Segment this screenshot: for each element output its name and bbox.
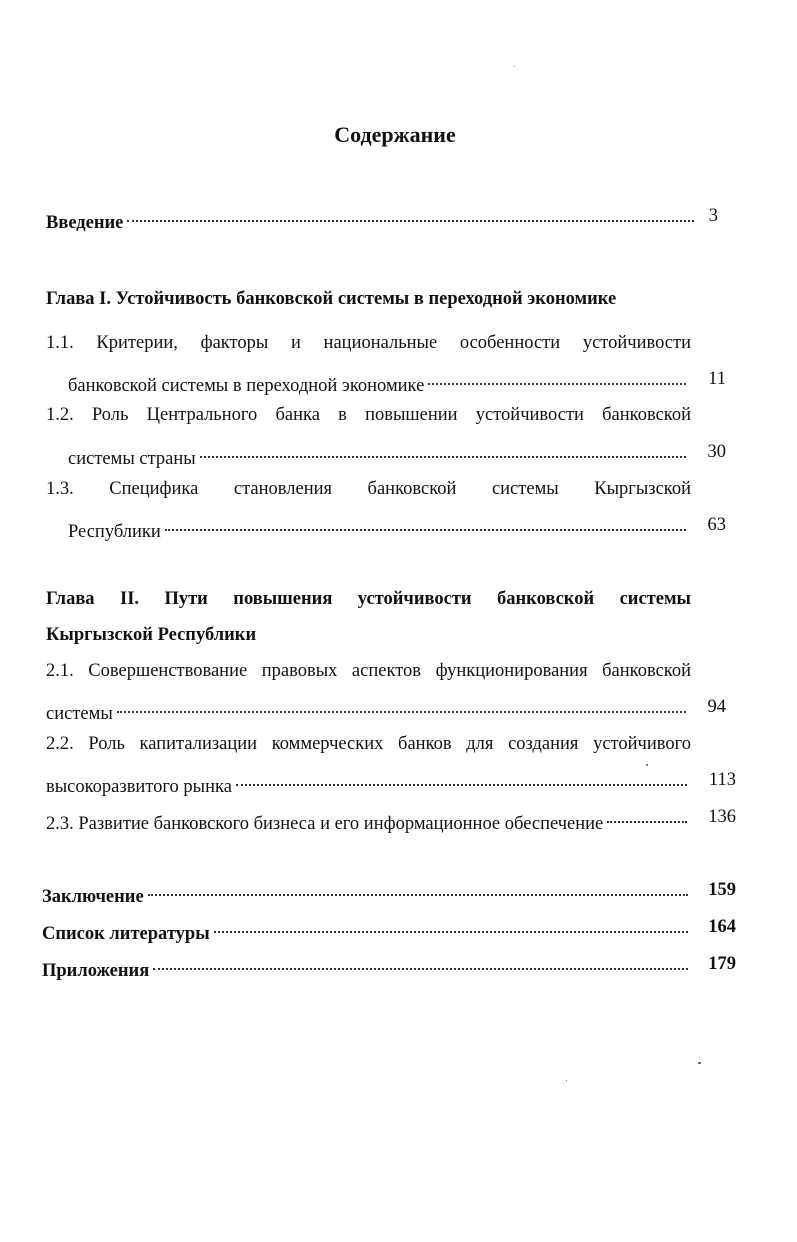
toc-page-number: 136 [708, 807, 736, 827]
toc-entry-label: системы страны [68, 449, 196, 469]
toc-entry-label: Введение [46, 213, 124, 233]
dot-leader [607, 805, 687, 829]
toc-page-number: 3 [708, 206, 718, 226]
toc-entry-2-2 [46, 768, 691, 799]
scan-speck [698, 1062, 701, 1064]
scan-speck [646, 764, 648, 766]
scan-speck [566, 1080, 567, 1081]
toc-entry-conclusion [42, 878, 692, 909]
toc-entry-bibliography [42, 915, 692, 946]
toc-entry-line: 2.1. Совершенствование правовых аспектов функционирования банковской [46, 661, 691, 681]
toc-entry-label: Заключение [42, 887, 144, 907]
dot-leader [117, 695, 686, 719]
dot-leader [148, 878, 688, 902]
toc-entry-1-2 [68, 440, 690, 471]
toc-page-number: 164 [708, 917, 736, 937]
toc-page-number: 179 [708, 954, 736, 974]
toc-entry-label: системы [46, 704, 113, 724]
toc-entry-label: 2.3. Развитие банковского бизнеса и его информационное обеспечение [46, 814, 604, 834]
chapter-heading: Глава II. Пути повышения устойчивости банковской системы [46, 589, 691, 609]
toc-entry-1-3 [68, 513, 690, 544]
toc-page-number: 11 [708, 369, 726, 389]
toc-entry-label: высокоразвитого рынка [46, 777, 232, 797]
toc-page-number: 63 [707, 515, 726, 535]
toc-entry-1-1 [68, 367, 690, 398]
toc-entry-appendices [42, 952, 692, 983]
toc-entry-label: Республики [68, 522, 161, 542]
toc-entry-line: 1.3. Специфика становления банковской системы Кыргызской [46, 479, 691, 499]
dot-leader [153, 952, 688, 976]
toc-entry-2-1 [46, 695, 690, 726]
toc-page-number: 159 [708, 880, 736, 900]
toc-page-number: 30 [707, 442, 726, 462]
toc-entry-2-3 [46, 805, 691, 836]
page-title: Содержание [334, 122, 456, 147]
toc-entry-label: Приложения [42, 961, 150, 981]
toc-page-number: 94 [707, 697, 726, 717]
toc-page-number: 113 [708, 770, 736, 790]
dot-leader [428, 367, 686, 391]
dot-leader [127, 204, 694, 228]
toc-entry-intro [46, 204, 698, 235]
dot-leader [236, 768, 687, 792]
toc-entry-line: 2.2. Роль капитализации коммерческих банков для создания устойчивого [46, 734, 691, 754]
chapter-heading-continuation: Кыргызской Республики [46, 625, 257, 645]
dot-leader [200, 440, 686, 464]
toc-entry-line: 1.2. Роль Центрального банка в повышении устойчивости банковской [46, 405, 691, 425]
toc-entry-label: Список литературы [42, 924, 210, 944]
chapter-heading: Глава I. Устойчивость банковской системы в переходной экономике [46, 289, 617, 309]
dot-leader [165, 513, 686, 537]
toc-entry-line: 1.1. Критерии, факторы и национальные особенности устойчивости [46, 333, 691, 353]
dot-leader [214, 915, 688, 939]
toc-entry-label: банковской системы в переходной экономике [68, 376, 425, 396]
scan-speck [514, 66, 515, 67]
